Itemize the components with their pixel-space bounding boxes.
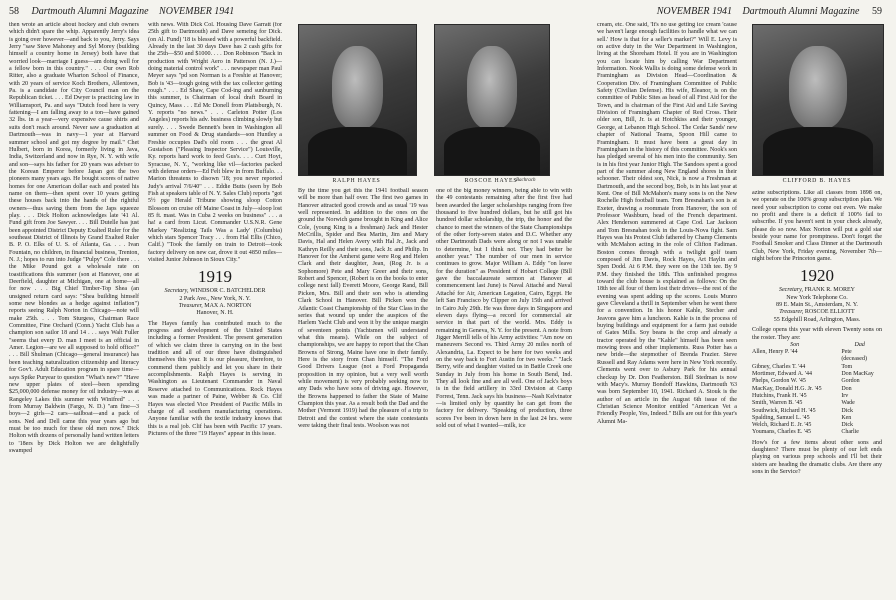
sons-roster-row <box>752 415 882 422</box>
class-1919-treasurer: Treasurer, MAX A. NORTON <box>178 303 252 310</box>
portrait-suit <box>763 127 872 175</box>
left-page-header <box>9 6 234 17</box>
dad-name: Ken <box>841 414 852 421</box>
dad-column-header: Dad <box>854 341 865 348</box>
column-3 <box>298 188 428 594</box>
class-1920-secretary-address: 89 E. Main St., Amsterdam, N. Y. <box>776 302 858 309</box>
dad-name: Charlie <box>841 429 859 436</box>
portrait-suit <box>308 127 406 175</box>
left-page-date: NOVEMBER 1941 <box>159 6 235 17</box>
sons-roster-row <box>752 386 882 393</box>
sons-roster-row <box>752 393 882 400</box>
right-page-header <box>657 6 882 17</box>
class-1920-heading: 1920 <box>800 266 834 286</box>
column-6-text-3: How's for a few items about other sons and daughters? There must be plenty of our left ends playing on various prep schools and I'll bet their sisters are heading the dramatic clubs. Are there any sons in the Service? <box>752 439 882 476</box>
son-name: Spalding, Samuel L. '45 <box>752 414 810 421</box>
column-1 <box>9 22 139 594</box>
dad-name: (deceased) <box>841 356 867 363</box>
column-5 <box>597 22 737 594</box>
dad-name: Dick <box>841 422 853 429</box>
caption-roscoe-hayes: ROSCOE HAYES <box>464 178 518 184</box>
photo-roscoe-hayes <box>434 24 550 176</box>
photo-clifford-hayes <box>752 24 884 176</box>
caption-clifford-hayes: CLIFFORD B. HAYES <box>782 178 852 184</box>
class-1920-treasurer: Treasurer, ROSCOE ELLIOTT <box>779 309 855 316</box>
sons-roster-row <box>752 422 882 429</box>
son-name: MacKay, Donald H.G. Jr. '45 <box>752 385 822 392</box>
left-page-number: 58 <box>9 6 19 17</box>
column-6-text: azine subscriptions. Like all classes from 1898 on, we operate on the 100% group subscription plan. We need your subscription to come out even. We make no profit and there is a deficit if 100% fail to subscribe. If you haven't sent in your check already, please do so now. Max Norton will put a gold star beside your name for promptness. Don't forget the Football Smoker and Class Dinner at the Dartmouth Club, New York, Friday evening, November 7th—night before the Princeton game. <box>752 190 882 263</box>
dad-name: Don <box>841 385 852 392</box>
son-name: Gibney, Charles T. '44 <box>752 363 806 370</box>
sons-roster-row <box>752 356 882 363</box>
dad-name: Pete <box>841 349 852 356</box>
column-5-text: cream, etc. One said, 'It's no use getting ice cream 'cause we haven't large enough facilities to handle what we can sell.' How is that for a seller's market?" Will E. Levy is on active duty in the War Department in Washington, living at the Shoreham Hotel. If you are in Washington you can locate him by calling War Department Information. Nook Wallis is doing some defense work in Framingham as Division Head—Coordination & Cooperation Div. of Framingham Committee of Public Safety (Civilian Defense). His wife, Eleanor, is on the committee of Public Sites as head of all First Aid for the Town, and is chairman of the First Aid and Life Saving Division of Framingham Chapter of Red Cross. Their older son, Bill, Jr. is at Hotchkiss and their younger, George, at Lebanon High School. The Cedar Sands' new chapter of National Teams, Spoon Hill came to Framingham. It must have been a great day in Framingham in the history of this committee. Nook's son has pledged several of his men into the community. Sen is in his first year Junior High. The Sandoes spent a good part of the summer along New England shores in their schooner. Their oldest son, Nick, is now a Freshman at Dartmouth, and the second boy, Bob, is in his last year at Kent. One of Bill McMahon's many sons is on the New Rochelle High football team. Tom Bresnahan's son is at Exeter, drawing a roommate from Hanover, the son of Professor Washburn, head of the French department. Alex Henderson summered at Cape Cod. Lar Jackson and Tom Bresnahan took in the Louis-Nova fight. Sam Hayes was his Protest Club fathered by Champ Clements with McMahon acting in the role of Clifton Fadiman. Boston comes through with a twilight golf team composed of Jim Davis, Rock Hayes, Art Haylin and Spen Dodd. At 6 P.M. they were on the 13th tee. By 9 P.M. they finished the 18th. This unfinished progress toward the club house is explained as follows: On the 18th tee all four of them lost their drives—the rest of the evening was spent adding up the scores. Louis Munro gave Cleveland a thrill in September when he went there for a convention. In his honor Kahle, Stecher and Jeavons gave him a luncheon. Kahle is in the process of buying buildings and equipment for a farm just outside of Gates Mills. Soy beans is the crop and already a tractor operated by the "Kahle" himself has been seen mowing trees and other implements. Russ Potter has a new bride—the stepmother of Brenda Frazier. Steve Russell and Ray Adams were here in New York recently. Clements went over to Asbury Park for his annual checkup by Dr. Don Featherston. Bill Stedman is now with Macy's. Murray Bondoff Hawkins, Dartmouth '63 was born September 10, 1941. Richard A. Stouk is the author of an article in the August 6th issue of the Christian Science Monitor entitled "American Vet a Friendly People, Yes, Indeed." Bills are out for this year's Alumni Ma- <box>597 22 737 425</box>
portrait-face <box>467 46 517 129</box>
sons-roster-row <box>752 378 882 385</box>
column-6-text-2: College opens this year with eleven Twenty sons on the roster. They are: <box>752 327 882 341</box>
column-2 <box>148 22 282 594</box>
son-name: Phelps, Gordon W. '45 <box>752 378 806 385</box>
son-name: Youmans, Charles E. '45 <box>752 429 811 436</box>
photo-ralph-hayes <box>298 24 417 176</box>
portrait-face <box>789 46 846 129</box>
dad-name: Tom <box>841 363 853 370</box>
dad-name: Wade <box>841 400 855 407</box>
class-1920-secretary: Secretary, FRANK R. MOREY <box>779 287 855 294</box>
class-1919-treasurer-address: Hanover, N. H. <box>196 310 234 317</box>
sons-roster-table <box>752 342 882 437</box>
sons-roster-row <box>752 364 882 371</box>
right-page-magazine-title: Dartmouth Alumni Magazine <box>742 6 860 17</box>
left-page-magazine-title: Dartmouth Alumni Magazine <box>31 6 149 17</box>
son-name: Southwick, Richard H. '45 <box>752 407 816 414</box>
sons-roster-body <box>752 349 882 437</box>
sons-roster-row <box>752 429 882 436</box>
son-name <box>752 356 837 363</box>
dad-name: Irv <box>841 392 849 399</box>
class-1919-secretary: Secretary, WINDSOR C. BATCHELDER <box>164 288 266 295</box>
class-1919-heading: 1919 <box>198 267 232 287</box>
son-name: Allen, Henry P. '44 <box>752 349 798 356</box>
class-1919-secretary-address: 2 Park Ave., New York, N. Y. <box>179 295 251 302</box>
column-2-text: with news. With Dick Col. Housing Dave Garratt (for 25th gift to Dartmouth) and Dave semeing for Dick. (on Al. Fund) '18 is blessed with a powerful backfield. Already in the last 30 days Dave has 2 cash gifts for the 25th—$50 and $1000. . . . Don Robinson "Back in production with Wright Aero in Patterson (N. J.)—doing material control work" . . . newspaper man Paul Meyer says "pd son Norman is a Freshie at Hanover; Bob is '43—tough going with the tax collector getting rough." . . . Ed Shaw, Cape Cod-ing and sunburning this summer, is Chairman of local draft Board in Quincy, Mass . . . Ed Mc Donell from Plattsburgh, N. Y. reports "no news." . . . Carleton Potter (Los Angeles) reports his adv. business climbing slowly but surely. . . . Swede Bennett's been in Washington all summer on Food & Drug standards—son Huntley a Freshie occupies Dad's old room . . . the great Al Gustafson ("Pleasing Inspector Service") Louisville, Ky. reports hard work to feed Gus's. . . . Curt Hoyt, Syracuse, N. Y., "working like vil—factories packed with defense orders—Ed Felt blew in from Buffalo. . . Marion threatens to disown '18; you never reported Judy's arrival 7/6/40" . . . Eddie Butts (seen by Bob Fish at speakers table of N. Y. Sales Club) reports "got 5½ pge Herald Tribune showing sloop Cotton Blossom on cruise off Maine Coast in July—sloop lost 85 ft. mast. Was in Cuba 2 weeks on business" . . . a ha! a card from Licut. Commander U.S.N.R. Gene Markey "Realizing Tails Was a Lady' (Columbia) which stars Spencer Tracy . . . from Hal Ellis (Chico, Calif.) "Took the family on train to Detroit—took factory delivery on new car, drove it out 4850 miles—visited Junior Johnson in Sioux City." <box>148 22 282 263</box>
sons-roster-row <box>752 400 882 407</box>
son-name: Welch, Richard E. Jr. '45 <box>752 422 812 429</box>
son-name: Mortimer, Edward A. '44 <box>752 371 812 378</box>
right-page-date: NOVEMBER 1941 <box>656 6 732 17</box>
column-4-text: one of the big money winners, being able to win with the 49 contestants remaining after the first five had been awarded the larger scholarships ranging from five thousand to five hundred dollars, but he still got his hundred dollar scholarship, the trip, the honor and the chance to meet the winners of the State Championships of the other forty-seven states and D.C. Whether any other Dartmouth Dads were along or not I was unable to determine, but I think not. They had better be another year." The number of our men in service continues to grow. Major William A. Eddy "on leave for the duration" as President of Hobart College (Bill gave the baccalaureate sermon at Hanover at commencement last June) is Naval Attaché and Naval Attaché for Air, American Legation, Cairo, Egypt. He left San Francisco by Clipper on July 15th and arrived in Cairo July 29th. He was three days in Singapore and eleven days flying—a record for commercial air service in that part of the world. Mrs. Eddy is remaining in Geneva, N. Y. for the present. A note from Jigger Merrill tells of his Army activities: "Am now on maneuvers Second vs. Third Army 20 miles north of Alexandria, La. Expect to be here for two weeks and on the way back to Fort Austin for two weeks." "Jack Berry, wife and daughter visited us in Battle Creek one Sunday in July from his home in South Bend, Ind. They all look fine and are all well. One of Jack's boys is in the field artillery in 33rd Division at Camp Forrest, Tenn. Jack says his business—Nash Kelvinator—is limited only by quantity he can get from the factory for delivery. "Speaking of production, three scores I've been in down here in the last 24 hrs. were sold out of what I wanted—milk, ice <box>436 188 572 429</box>
portrait-suit <box>444 127 540 175</box>
class-1920-secretary-company: New York Telephone Co. <box>786 294 848 301</box>
son-name: Hutchins, Frank H. '45 <box>752 392 807 399</box>
column-4 <box>436 188 572 594</box>
dad-name: Dick <box>841 407 853 414</box>
dad-name: Don MacKay <box>841 371 874 378</box>
right-page-number: 59 <box>872 6 882 17</box>
son-column-header: Son <box>790 341 800 348</box>
sons-roster-header <box>752 342 882 349</box>
dad-name: Gordon <box>841 378 860 385</box>
column-1-text: then wrote an article about hockey and club owners which didn't spare the whip. Apparently Jerry's idea is going over however—and back to you, Jerry. Says Jerry "saw Steve Mahoney and Syl Morey (building himself a country home in Jersey) both have that worried look—marriage I guess—am doing well for a fellow born in this country." . . . Our own Rob Ritter, also a graduate Wharton School of Finance, with 20 years of service Koch Brothers, Allentown, Pa. is a candidate for City Council man on the Republican ticket. . . . Ed Dwyer is practicing law in Williamsport, Pa. and says "Dutch food here is very fattening—I am falling away to a ton—have gained 32 lbs. in a year—very expensive cause shirts and suits don't reach around. Never saw a graduation at Dartmouth—was in navy—1 year at Harvard summer school and got my degree by mail." Chet Hulbert, born in Korea, formerly living in Java, India, Switzerland and now in Rye, N. Y. with wife and son—says his father for 20 years was adviser to the Korean Emperor before Japan got the two pioneers many years ago. He bought scores of native homes for one American dollar each and posted his name on them—then spent over 10 years getting these houses back into the hands of the rightful owners—thus saving them from the Japs squeeze play. . . . Dick Holton acknowledges late '41 Al. Fund gift from Joe Sawyer. . . . Bill Dutelle has just been appointed District Deputy Exalted Ruler for the southeast District of Illinois by Grand Exalted Ruler B. P. O. Elks of U. S. of Atlanta, Ga. . . . Ivan Fountain, no children, in financial business, Trenton, N. J.; hopes to run into Judge "Pulpy" Cole there . . . the Mike Pound got a wholesale rate on toastifications this summer (son at Hanover, one at Deerfield, daughter at Michigan, one at home—all for now . . . Big Chief Timber-Top Shea (an unsigned return card says: "Shea building himself some new blondes as a hedge against inflation") reports seeing Ralph Norton in Chicago—note will make 25th. . . . Tom Sturgess, Chairman Race Committee, Fine Orchard (Conn.) Yacht Club has a champion son sailor 18 and 14 . . . says Walt Fuller "seems that every D. man I meet is an official in Amer. Legion—are we all supposed to hold office?" . . . Bill Shulman (Chicago—general insurance) has been teaching naturalization citizenship and literacy for Gov't. Adult Education program in spare time—says Spike Puryear to question "What's new?" "Have new upper plates of steel—been spending $25,000,000 defense money for oil industry—was at Rangeley Lakes this summer with Winifred" . . . from Murray Baldwin (Fargo, N. D.) "am fine—3 boys—2 girls—2 cars—sailboat—and a pack of sons. Ned and Dell came this year years ago but must be too much for these old men now." Dick Holton with dozens of personally hand written letters to '18ers by Dick Holton we are delightfully swamped <box>9 22 139 454</box>
class-1920-treasurer-address: 55 Edgehill Road, Arlington, Mass. <box>773 316 861 323</box>
column-6 <box>752 190 882 594</box>
sons-roster-row <box>752 408 882 415</box>
caption-ralph-hayes: RALPH HAYES <box>332 178 381 184</box>
portrait-face <box>332 46 383 129</box>
photo-credit-bachrach: Bachrach <box>516 178 536 183</box>
son-name: Smith, Warren B. '45 <box>752 400 803 407</box>
column-3-text: By the time you get this the 1941 football season will be more than half over. The first two games in Hanover attracted good crowds and as usual '19 was well represented. In addition to the ones on the ground the Norwich game brought in King and Alice Cole, (young King is a freshman) Jack and Hester McCrillis, Spider and Bea Martin, Jim and Mary Davis, Hal and Helen Avery with Hal Jr., Jack and Kathryn Reilly and their sons, Jack Jr. and Philip. In Hanover for the Amherst game were Rog and Helen Clark and their daughter, Jean, (Rog Jr. is a Sophomore) Pete and Mary Greer and their sons, Robert and Spencer, (Robert is on the books to enter college next fall) Everett Moore, George Rand, Bill Picken, Mrs. Bill and their son who is attending Clark School in Hanover. Bill Picken won the Atlantic Coast Championship of the Star Class in the series that wound up under the auspices of the Harlem Yacht Club and won it by the unique margin of seventeen points (Yachtsmen will understand what this means). While on the subject of championships, we are happy to report that the Chan Browns of Strong, Maine have one in their family. Here is the story from Chan himself. "The Ford Good Drivers League (not a Ford Propaganda proposition in my opinion, but a very well worth while movement) is very probably seeking now to any Dads who have sons of driving age. However, the Browns happened to father the State of Maine Champion this year. As a result both the Dad and the Mother (Vermont 1919) had the pleasure of a trip to Detroit and the contest where the state contestants were taking their final tests. Woolson was not <box>298 188 428 429</box>
sons-roster-row <box>752 371 882 378</box>
column-2-text-2: The Hayes family has contributed much to the progress and development of the United States including a former President. The present generation of which we claim three is carrying on in the best tradition and all of our three have distinguished themselves this year. It is our pleasure, therefore, to commend them publicly and let you share in their accomplishments. Ralph Hayes is serving in Washington as Lieutenant Commander in Naval Reserve attached to Communications. Rock Hayes was made a partner of Paine, Webber & Co. Clif Hayes was elected Vice President of Pacific Mills in charge of all southern manufacturing operations. Anyone familiar with the textile industry knows that this is a real job. Clif has been with Pacific 17 years. Pictures of the three "19 Hayes" appear in this issue. <box>148 320 282 437</box>
